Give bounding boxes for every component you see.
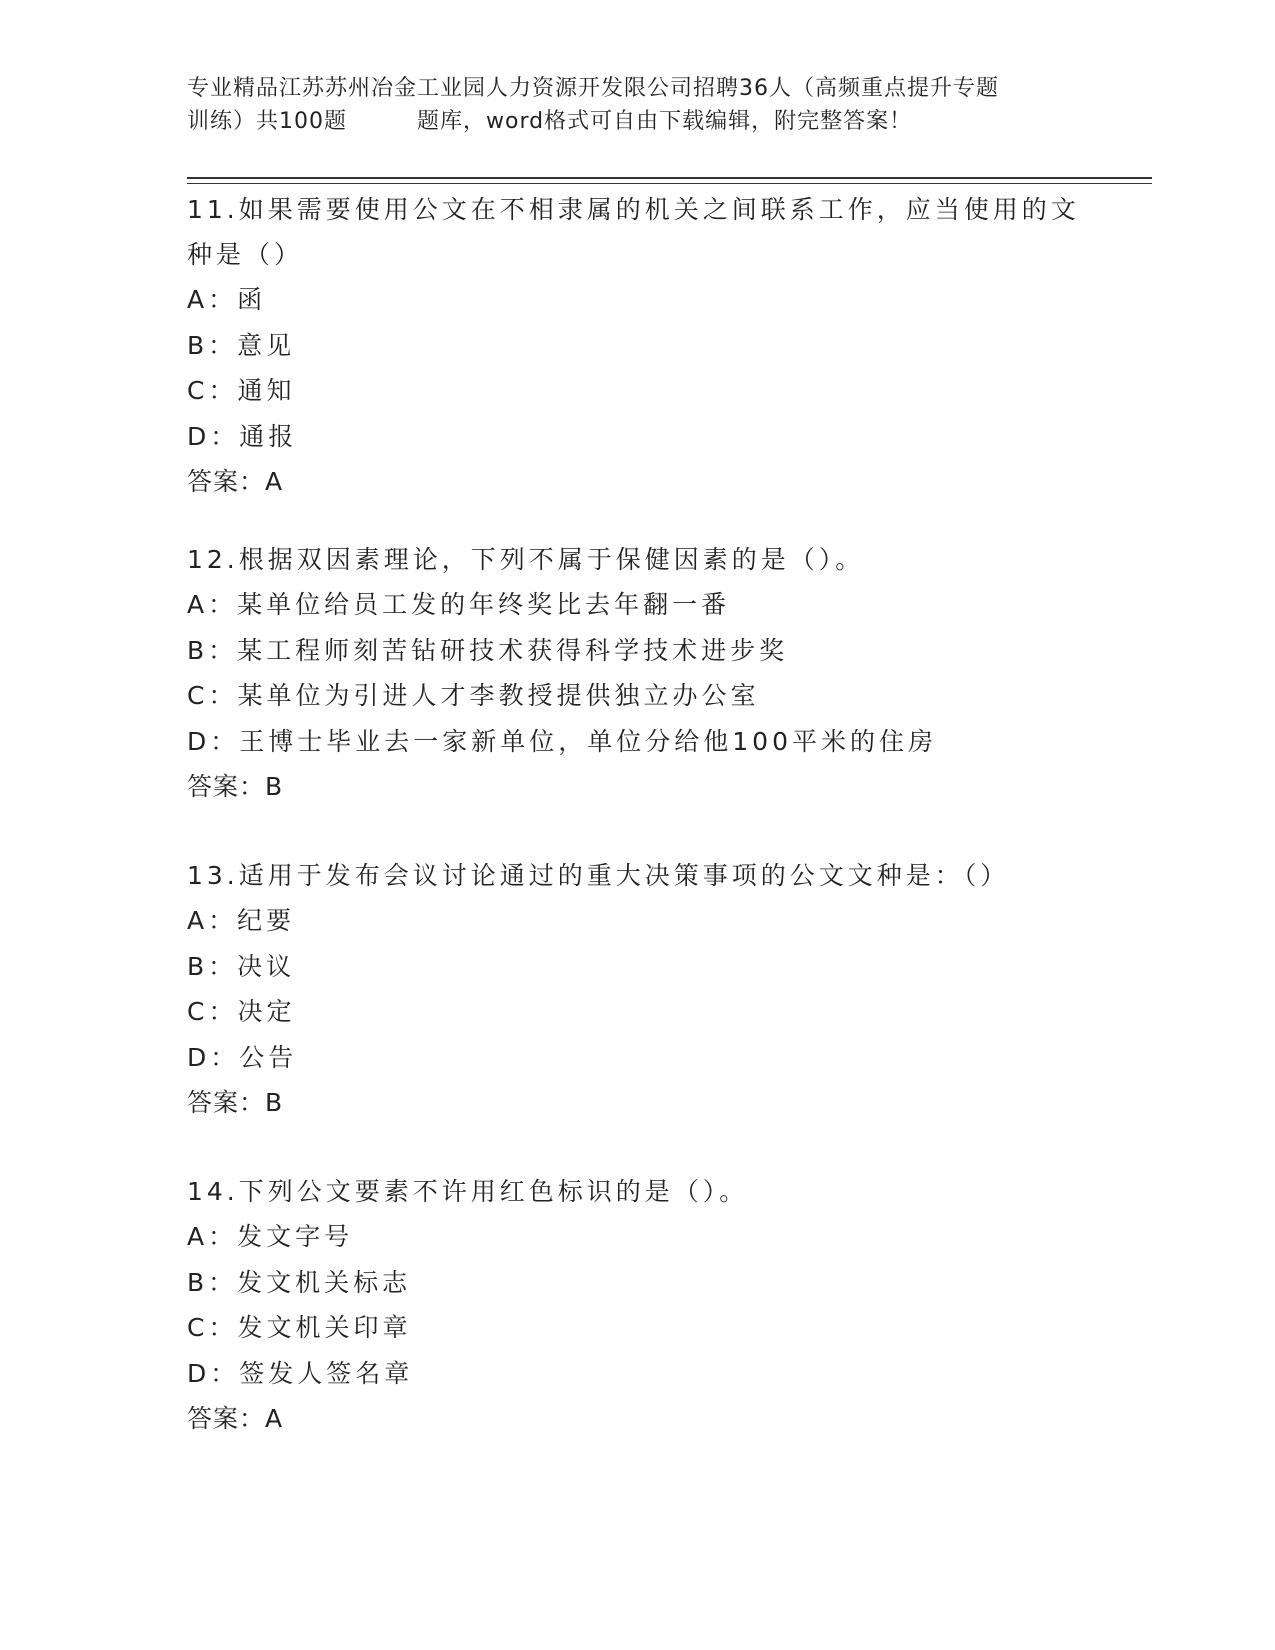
option-b: B：意见 <box>187 330 296 360</box>
option-c: C：通知 <box>187 376 296 405</box>
option-b: B：发文机关标志 <box>187 1267 412 1297</box>
header-title-line-1: 专业精品江苏苏州冶金工业园人力资源开发限公司招聘36人（高频重点提升专题 <box>187 76 999 101</box>
question-text-line: 种是（） <box>187 240 304 269</box>
header-divider-thick <box>187 177 1152 179</box>
question-12 <box>187 537 1087 809</box>
option-b: B：某工程师刻苦钻研技术获得科学技术进步奖 <box>187 635 789 665</box>
question-text-line: 11.如果需要使用公文在不相隶属的机关之间联系工作，应当使用的文 <box>187 195 1080 224</box>
option-a: A：某单位给员工发的年终奖比去年翻一番 <box>187 590 731 619</box>
answer-line: 答案：B <box>187 1088 284 1117</box>
option-a: A：函 <box>187 285 267 314</box>
header-divider-thin <box>187 183 1152 184</box>
option-d: D：签发人签名章 <box>187 1358 414 1388</box>
question-text-line: 13.适用于发布会议讨论通过的重大决策事项的公文文种是：（） <box>187 861 1010 890</box>
option-d: D：通报 <box>187 421 298 451</box>
question-13 <box>187 853 1087 1125</box>
question-text-line: 12.根据双因素理论，下列不属于保健因素的是（）。 <box>187 545 865 574</box>
option-b: B：决议 <box>187 951 296 981</box>
question-11 <box>187 187 1087 504</box>
question-14 <box>187 1169 1087 1441</box>
option-d: D：公告 <box>187 1042 298 1072</box>
option-a: A：纪要 <box>187 906 296 935</box>
option-d: D：王博士毕业去一家新单位，单位分给他100平米的住房 <box>187 726 937 756</box>
document-header <box>187 72 1087 138</box>
header-title-line-2-left: 训练）共100题 <box>187 109 347 134</box>
header-title-line-2-right: 题库，word格式可自由下载编辑，附完整答案！ <box>417 109 913 134</box>
answer-line: 答案：B <box>187 772 284 801</box>
option-c: C：某单位为引进人才李教授提供独立办公室 <box>187 681 760 710</box>
header-title-line-2 <box>187 105 1087 138</box>
question-text-line: 14.下列公文要素不许用红色标识的是（）。 <box>187 1177 749 1206</box>
option-c: C：决定 <box>187 997 296 1026</box>
answer-line: 答案：A <box>187 467 284 496</box>
option-c: C：发文机关印章 <box>187 1313 412 1342</box>
option-a: A：发文字号 <box>187 1222 354 1251</box>
answer-line: 答案：A <box>187 1404 284 1433</box>
